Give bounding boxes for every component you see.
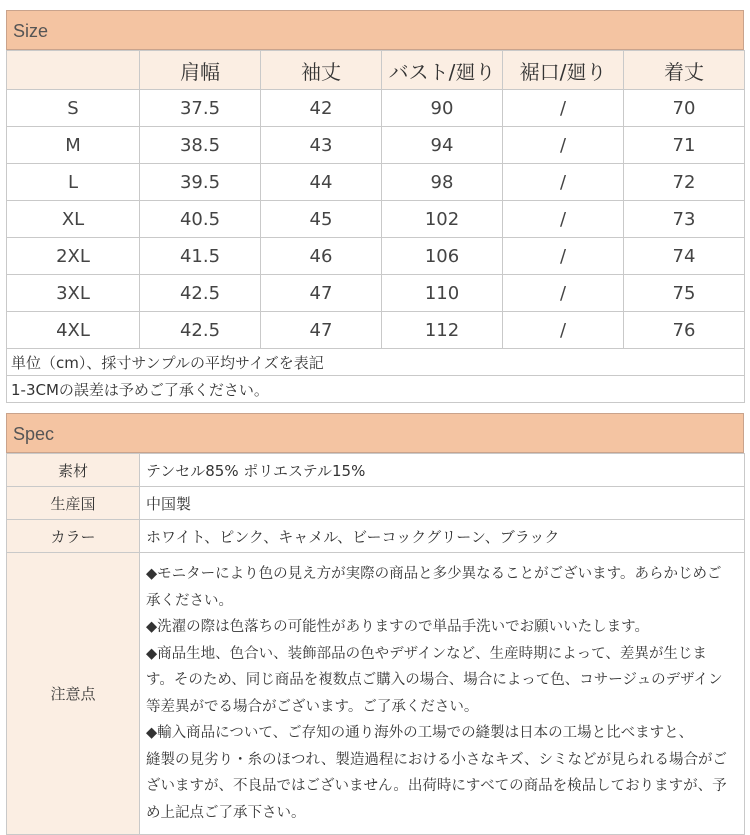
- header-cell-shoulder: 肩幅: [140, 51, 261, 90]
- size-label: M: [7, 127, 140, 164]
- header-cell-sleeve: 袖丈: [261, 51, 382, 90]
- table-cell: 94: [382, 127, 503, 164]
- table-cell: 38.5: [140, 127, 261, 164]
- table-cell: /: [503, 90, 624, 127]
- table-cell: 90: [382, 90, 503, 127]
- spec-row-origin: [7, 487, 745, 520]
- table-cell: 39.5: [140, 164, 261, 201]
- notes-line: 等差異がでる場合がございます。ご了承ください。: [146, 698, 479, 715]
- table-cell: 47: [261, 312, 382, 349]
- table-cell: 37.5: [140, 90, 261, 127]
- table-cell: 41.5: [140, 238, 261, 275]
- spec-table: [6, 453, 745, 835]
- table-cell: /: [503, 164, 624, 201]
- table-cell: 74: [624, 238, 745, 275]
- notes-line: ざいますが、不良品ではございません。出荷時にすべての商品を検品しておりますが、予: [146, 778, 727, 794]
- origin-label: 生産国: [7, 487, 140, 520]
- size-section-title: Size: [6, 10, 744, 50]
- table-cell: 72: [624, 164, 745, 201]
- size-note-row: [7, 376, 745, 403]
- notes-line: ◆洗濯の際は色落ちの可能性がありますので単品手洗いでお願いいたします。: [146, 619, 649, 635]
- size-label: 2XL: [7, 238, 140, 275]
- size-table: [6, 50, 745, 403]
- size-table-header: [7, 51, 745, 90]
- color-value: ホワイト、ピンク、キャメル、ビーコックグリーン、ブラック: [140, 520, 745, 553]
- table-cell: 73: [624, 201, 745, 238]
- size-label: S: [7, 90, 140, 127]
- notes-value: [140, 553, 745, 835]
- table-cell: 40.5: [140, 201, 261, 238]
- header-cell-bust: バスト/廻り: [382, 51, 503, 90]
- spec-row-notes: [7, 553, 745, 835]
- table-cell: 46: [261, 238, 382, 275]
- spec-section-title: Spec: [6, 413, 744, 453]
- header-cell: [7, 51, 140, 90]
- table-cell: 76: [624, 312, 745, 349]
- table-row: [7, 164, 745, 201]
- table-row: [7, 201, 745, 238]
- table-cell: 42.5: [140, 275, 261, 312]
- spec-row-color: [7, 520, 745, 553]
- table-cell: /: [503, 127, 624, 164]
- table-cell: 42.5: [140, 312, 261, 349]
- table-cell: /: [503, 238, 624, 275]
- notes-line: 縫製の見劣り・糸のほつれ、製造過程における小さなキズ、シミなどが見られる場合がご: [146, 751, 728, 768]
- spec-row-material: [7, 454, 745, 487]
- size-label: 3XL: [7, 275, 140, 312]
- table-row: [7, 127, 745, 164]
- header-cell-hem: 裾口/廻り: [503, 51, 624, 90]
- table-row: [7, 90, 745, 127]
- size-label: L: [7, 164, 140, 201]
- table-cell: 75: [624, 275, 745, 312]
- origin-value: 中国製: [140, 487, 745, 520]
- table-cell: 102: [382, 201, 503, 238]
- notes-line: 承ください。: [146, 592, 233, 609]
- table-cell: 110: [382, 275, 503, 312]
- table-cell: 45: [261, 201, 382, 238]
- size-label: XL: [7, 201, 140, 238]
- table-cell: 71: [624, 127, 745, 164]
- notes-label: 注意点: [7, 553, 140, 835]
- size-note-tolerance: 1-3CMの誤差は予めご了承ください。: [7, 376, 745, 403]
- notes-line: ◆商品生地、色合い、装飾部品の色やデザインなど、生産時期によって、差異が生じま: [146, 645, 707, 662]
- material-value: テンセル85% ポリエステル15%: [140, 454, 745, 487]
- table-cell: /: [503, 201, 624, 238]
- table-cell: 106: [382, 238, 503, 275]
- table-cell: 98: [382, 164, 503, 201]
- notes-line: ◆輸入商品について、ご存知の通り海外の工場での縫製は日本の工場と比べますと、: [146, 725, 694, 741]
- table-cell: 42: [261, 90, 382, 127]
- color-label: カラー: [7, 520, 140, 553]
- notes-line: ◆モニターにより色の見え方が実際の商品と多少異なることがございます。あらかじめご: [146, 566, 722, 582]
- header-cell-length: 着丈: [624, 51, 745, 90]
- table-cell: 44: [261, 164, 382, 201]
- table-cell: /: [503, 275, 624, 312]
- size-note-row: [7, 349, 745, 376]
- material-label: 素材: [7, 454, 140, 487]
- table-cell: 47: [261, 275, 382, 312]
- size-label: 4XL: [7, 312, 140, 349]
- table-row: [7, 312, 745, 349]
- table-cell: 43: [261, 127, 382, 164]
- table-cell: 112: [382, 312, 503, 349]
- table-row: [7, 238, 745, 275]
- notes-line: す。そのため、同じ商品を複数点ご購入の場合、場合によって色、コサージュのデザイン: [146, 672, 723, 688]
- notes-line: め上記点ご了承下さい。: [146, 804, 306, 821]
- size-note-unit: 単位（cm）、採寸サンプルの平均サイズを表記: [7, 349, 745, 376]
- page: [6, 10, 744, 835]
- table-row: [7, 275, 745, 312]
- table-cell: /: [503, 312, 624, 349]
- table-cell: 70: [624, 90, 745, 127]
